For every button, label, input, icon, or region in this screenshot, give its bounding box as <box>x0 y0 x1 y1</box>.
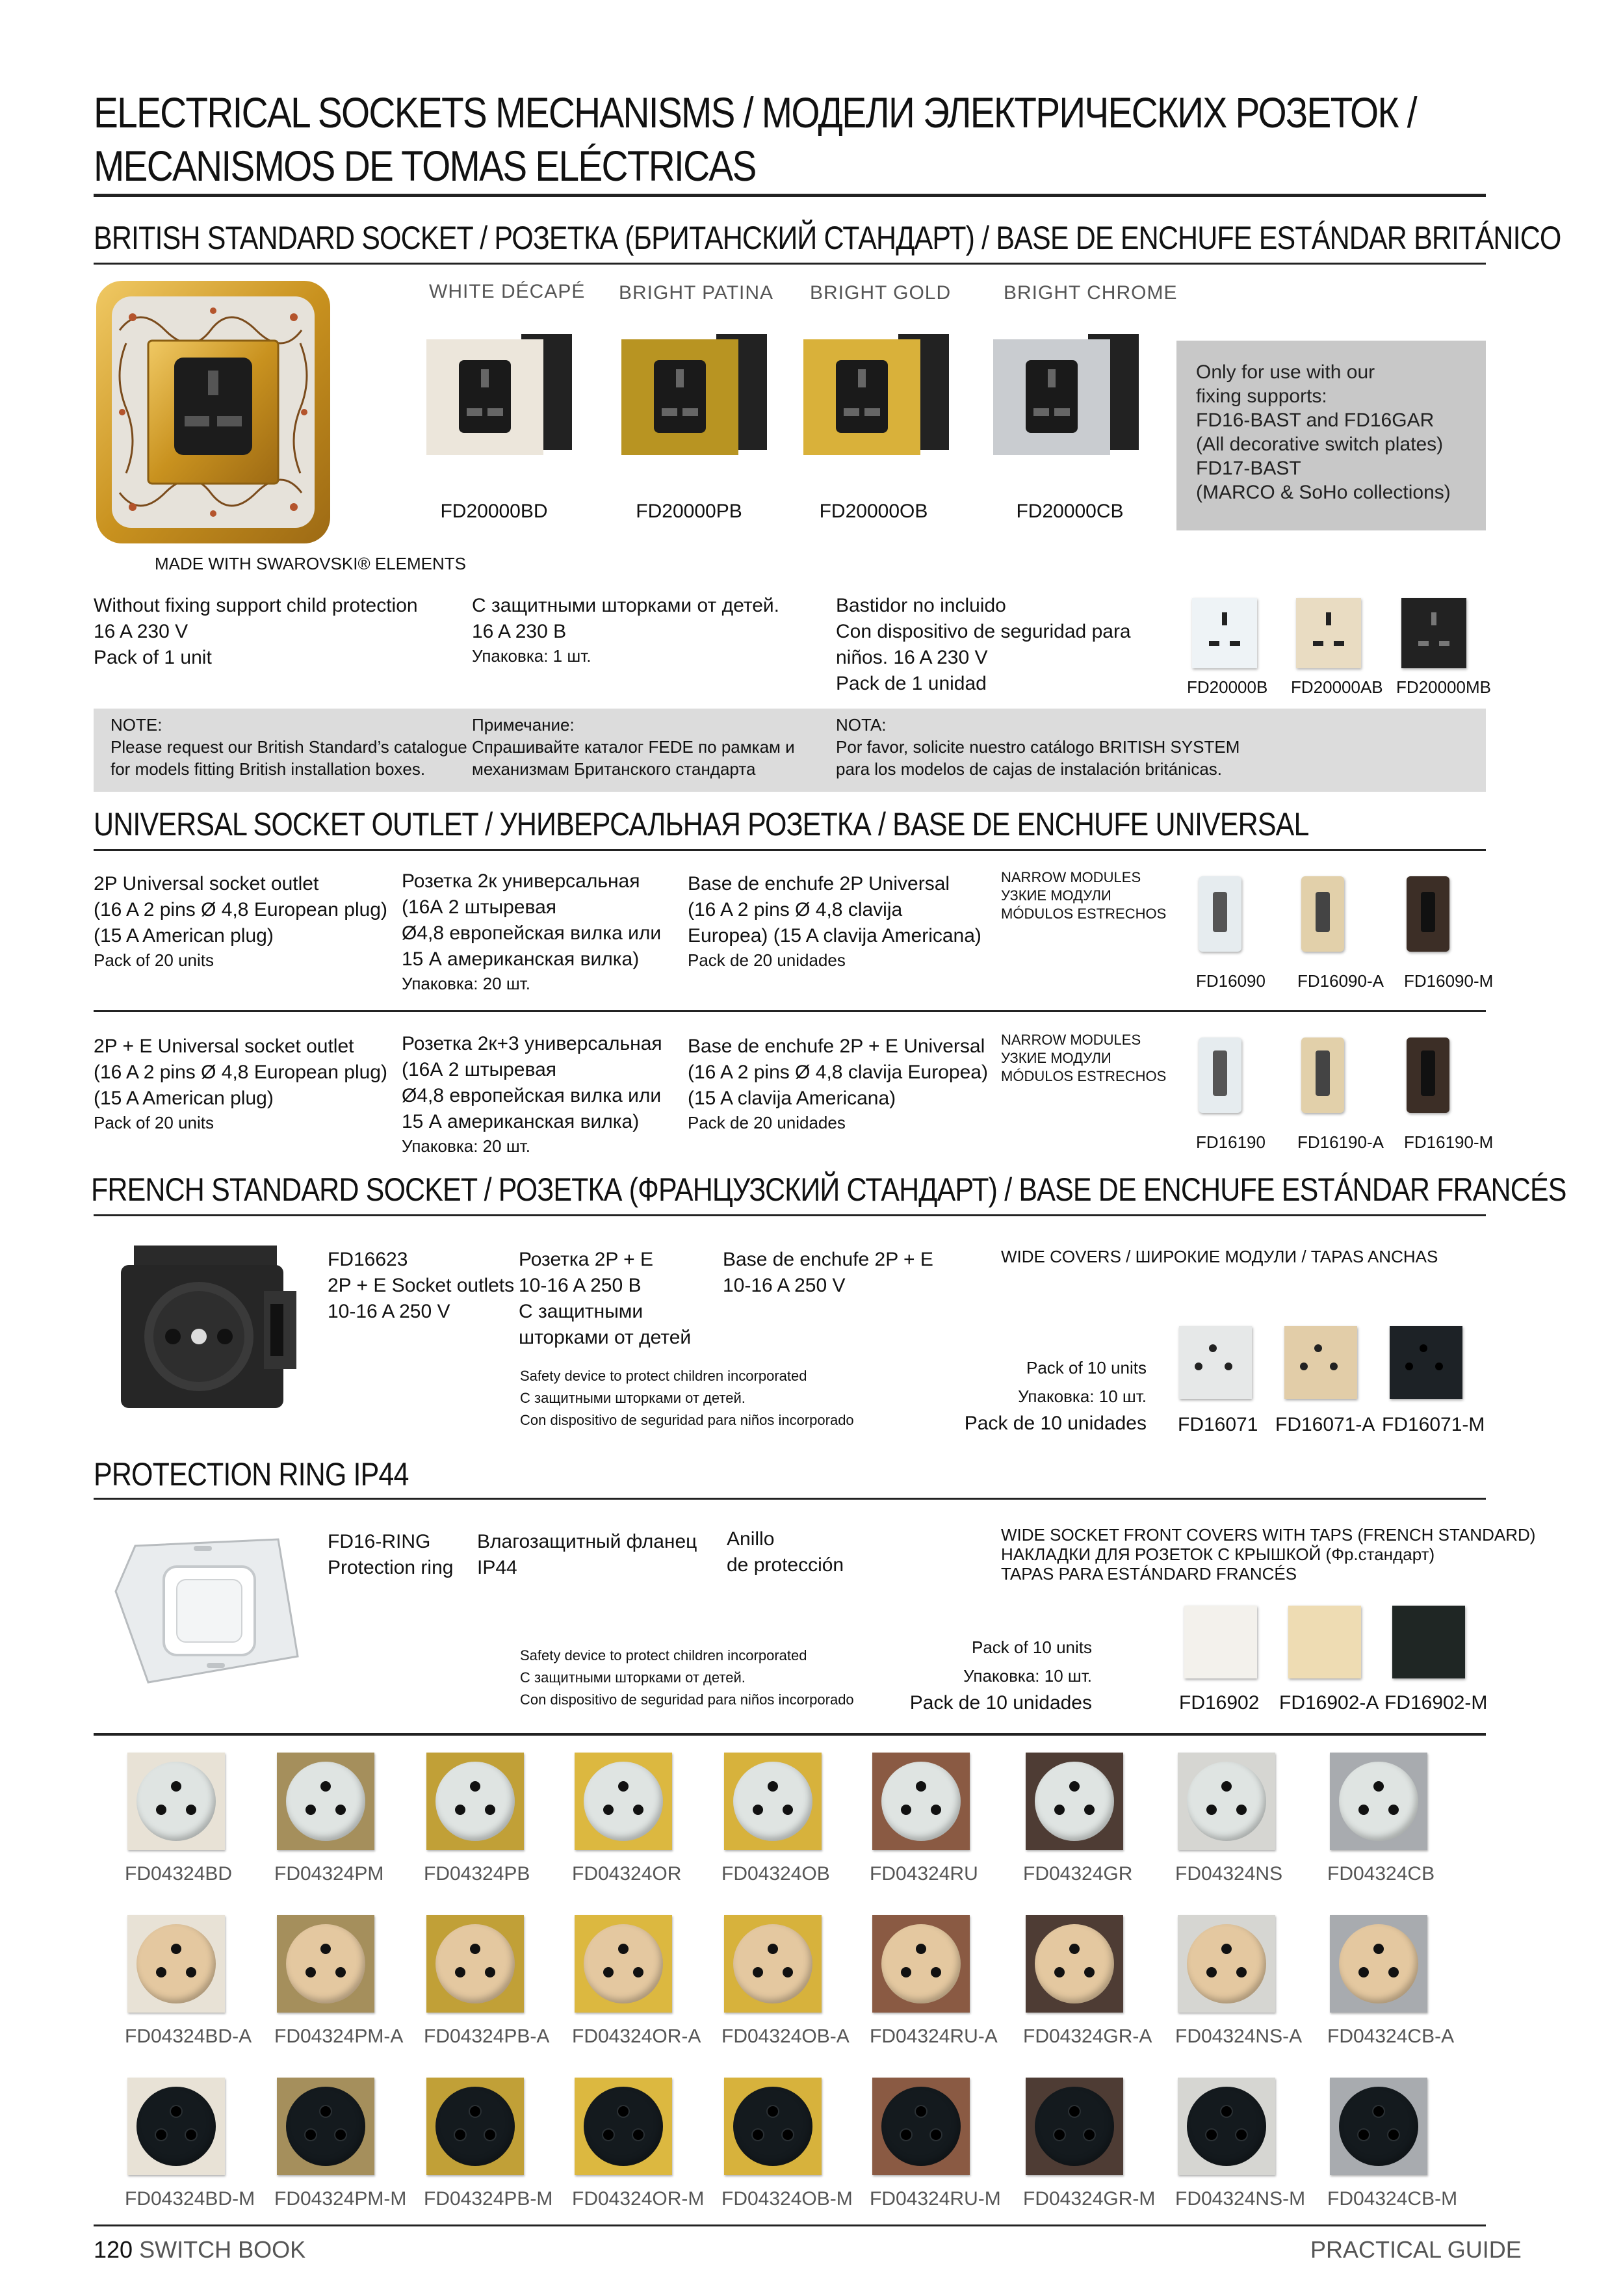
product-code: FD04324OB-M <box>721 2188 853 2210</box>
product-code: FD16902-A <box>1279 1692 1379 1714</box>
socket-disc <box>435 1924 515 2003</box>
front-cover-white <box>1184 1606 1257 1678</box>
ring-desc-en: FD16-RING Protection ring <box>328 1531 454 1578</box>
universal-desc-ru: Розетка 2к+3 универсальная (16А 2 штыревая Ø4,8 европейская вилка или 15 А американская вилка) Упаковка: 20 шт. <box>402 1033 662 1156</box>
product-code: FD20000PB <box>636 501 742 522</box>
product-code: FD20000BD <box>440 501 548 522</box>
divider <box>94 263 1486 265</box>
socket-disc <box>136 1924 216 2003</box>
british-socket-module-image <box>619 330 770 458</box>
product-code: FD16090-M <box>1404 971 1494 991</box>
socket-plate <box>426 1753 524 1850</box>
french-safety-note: Safety device to protect children incorporated С защитными шторками от детей. Con dispositivo de seguridad para niños incorporado <box>520 1368 854 1428</box>
wide-front-covers-label: WIDE SOCKET FRONT COVERS WITH TAPS (FRENCH STANDARD) НАКЛАДКИ ДЛЯ РОЗЕТОК С КРЫШКОЙ (Фр.стандарт) TAPAS PARA ESTÁNDARD FRANCÉS <box>1001 1525 1536 1584</box>
pack-info: Pack of 10 units Упаковка: 10 шт. Pack de 10 unidades <box>909 1637 1092 1714</box>
product-code: FD16902-M <box>1384 1692 1488 1714</box>
product-code: FD04324GR-A <box>1023 2026 1152 2047</box>
socket-disc <box>1187 2087 1266 2166</box>
british-desc-ru: С защитными шторками от детей. 16 A 230 В Упаковка: 1 шт. <box>472 595 779 666</box>
socket-disc <box>733 2087 812 2166</box>
universal-desc-en: 2P + E Universal socket outlet (16 A 2 pins Ø 4,8 European plug) (15 A American plug) Pack of 20 units <box>94 1036 387 1132</box>
socket-disc <box>286 2087 365 2166</box>
universal-desc-en: 2P Universal socket outlet (16 A 2 pins Ø 4,8 European plug) (15 A American plug) Pack of 20 units <box>94 873 387 970</box>
socket-disc <box>286 1924 365 2003</box>
socket-plate <box>426 2078 524 2175</box>
socket-plate <box>872 2078 970 2175</box>
socket-disc <box>881 2087 961 2166</box>
finish-label: BRIGHT GOLD <box>810 282 952 304</box>
narrow-socket-ivory <box>1301 1037 1344 1113</box>
divider <box>94 194 1486 197</box>
finish-label: BRIGHT CHROME <box>1004 282 1178 304</box>
socket-plate <box>1026 1753 1123 1850</box>
french-cover-white <box>1179 1326 1252 1399</box>
universal-desc-es: Base de enchufe 2P Universal (16 A 2 pins Ø 4,8 clavija Europea) (15 A clavija Americana) Pack de 20 unidades <box>688 873 981 970</box>
section-heading-french: FRENCH STANDARD SOCKET / РОЗЕТКА (ФРАНЦУЗСКИЙ СТАНДАРТ) / BASE DE ENCHUFE ESTÁNDAR FRANCÉS <box>91 1171 1566 1208</box>
british-variant-ivory <box>1296 598 1361 668</box>
product-code: FD04324NS-A <box>1175 2026 1303 2047</box>
french-socket-module-image <box>108 1239 303 1418</box>
product-code: FD20000CB <box>1016 501 1124 522</box>
product-code: FD04324PM <box>274 1863 384 1885</box>
socket-disc <box>1187 1762 1266 1841</box>
product-code: FD04324PB-M <box>424 2188 553 2210</box>
ornate-switch-plate-image <box>94 278 333 546</box>
socket-disc <box>881 1762 961 1841</box>
divider <box>94 2224 1486 2226</box>
footer-right: PRACTICAL GUIDE <box>1310 2236 1522 2263</box>
product-code: FD04324OR-A <box>572 2026 701 2047</box>
ring-desc-es: Anillo de protección <box>727 1528 844 1576</box>
narrow-socket-brown <box>1407 876 1449 952</box>
british-socket-module-image <box>801 330 952 458</box>
french-desc-es: Base de enchufe 2P + E 10-16 A 250 V <box>723 1249 933 1296</box>
product-code: FD04324CB <box>1327 1863 1435 1885</box>
socket-disc <box>1035 1924 1114 2003</box>
socket-plate <box>1026 1915 1123 2013</box>
socket-disc <box>584 1762 663 1841</box>
product-code: FD20000OB <box>819 501 928 522</box>
british-variant-black <box>1401 598 1466 668</box>
product-code: FD04324OB-A <box>721 2026 850 2047</box>
product-code: FD04324BD-M <box>125 2188 255 2210</box>
socket-plate <box>277 1753 374 1850</box>
socket-plate <box>1330 1915 1427 2013</box>
pack-info: Pack of 10 units Упаковка: 10 шт. Pack de 10 unidades <box>964 1358 1147 1434</box>
product-code: FD04324CB-A <box>1327 2026 1455 2047</box>
product-code: FD16090-A <box>1297 971 1384 991</box>
narrow-modules-label: NARROW MODULES УЗКИЕ МОДУЛИ MÓDULOS ESTRECHOS <box>1001 869 1167 922</box>
product-code: FD04324RU-M <box>870 2188 1001 2210</box>
socket-plate <box>1330 2078 1427 2175</box>
page-title-line2: MECANISMOS DE TOMAS ELÉCTRICAS <box>94 142 756 190</box>
front-cover-ivory <box>1288 1606 1361 1678</box>
product-code: FD04324PB <box>424 1863 530 1885</box>
french-cover-black <box>1390 1326 1462 1399</box>
socket-plate <box>575 1915 672 2013</box>
narrow-socket-white <box>1199 1037 1241 1113</box>
socket-disc <box>733 1924 812 2003</box>
british-variant-white <box>1192 598 1257 668</box>
narrow-socket-white <box>1199 876 1241 952</box>
socket-plate <box>575 1753 672 1850</box>
ring-desc-ru: Влагозащитный фланец IP44 <box>477 1531 697 1578</box>
product-code: FD20000B <box>1187 677 1268 697</box>
british-desc-es: Bastidor no incluido Con dispositivo de seguridad para niños. 16 A 230 V Pack de 1 unidad <box>836 595 1131 694</box>
product-code: FD04324BD <box>125 1863 233 1885</box>
socket-plate <box>277 2078 374 2175</box>
book-name: SWITCH BOOK <box>139 2236 306 2263</box>
socket-disc <box>1035 2087 1114 2166</box>
french-desc-en: FD16623 2P + E Socket outlets 10-16 A 250 V <box>328 1249 515 1322</box>
product-code: FD04324PM-M <box>274 2188 407 2210</box>
socket-disc <box>435 2087 515 2166</box>
british-socket-module-image <box>991 330 1141 458</box>
product-code: FD04324PM-A <box>274 2026 404 2047</box>
socket-disc <box>1339 2087 1418 2166</box>
product-code: FD04324NS <box>1175 1863 1283 1885</box>
socket-disc <box>584 1924 663 2003</box>
product-code: FD04324RU-A <box>870 2026 998 2047</box>
divider <box>94 1733 1486 1736</box>
socket-plate <box>872 1915 970 2013</box>
product-code: FD16902 <box>1179 1692 1260 1714</box>
socket-plate <box>1026 2078 1123 2175</box>
socket-plate <box>1178 2078 1275 2175</box>
socket-disc <box>136 2087 216 2166</box>
british-desc-en: Without fixing support child protection 16 A 230 V Pack of 1 unit <box>94 595 418 668</box>
product-code: FD04324RU <box>870 1863 978 1885</box>
finish-label: BRIGHT PATINA <box>619 282 774 304</box>
socket-disc <box>1187 1924 1266 2003</box>
universal-desc-ru: Розетка 2к универсальная (16А 2 штыревая Ø4,8 европейская вилка или 15 А американская вилка) Упаковка: 20 шт. <box>402 870 662 993</box>
product-code: FD20000AB <box>1291 677 1383 697</box>
section-heading-universal: UNIVERSAL SOCKET OUTLET / УНИВЕРСАЛЬНАЯ РОЗЕТКА / BASE DE ENCHUFE UNIVERSAL <box>94 806 1309 842</box>
product-code: FD16071-M <box>1382 1414 1485 1435</box>
socket-plate <box>872 1753 970 1850</box>
french-desc-ru: Розетка 2P + E 10-16 A 250 В С защитными шторками от детей <box>519 1249 692 1348</box>
socket-disc <box>1035 1762 1114 1841</box>
product-code: FD16071-A <box>1275 1414 1375 1435</box>
product-code: FD16071 <box>1178 1414 1258 1435</box>
front-cover-black <box>1392 1606 1465 1678</box>
socket-disc <box>136 1762 216 1841</box>
socket-disc <box>584 2087 663 2166</box>
socket-plate <box>724 2078 822 2175</box>
socket-plate <box>724 1915 822 2013</box>
socket-disc <box>286 1762 365 1841</box>
ring-safety-note: Safety device to protect children incorporated С защитными шторками от детей. Con dispositivo de seguridad para niños incorporado <box>520 1647 854 1708</box>
socket-disc <box>733 1762 812 1841</box>
footer-left <box>94 2236 305 2263</box>
divider <box>94 1498 1486 1500</box>
socket-disc <box>881 1924 961 2003</box>
socket-plate <box>426 1915 524 2013</box>
product-code: FD04324NS-M <box>1175 2188 1306 2210</box>
wide-covers-label: WIDE COVERS / ШИРОКИЕ МОДУЛИ / TAPAS ANCHAS <box>1001 1247 1438 1266</box>
page-title-line1: ELECTRICAL SOCKETS MECHANISMS / МОДЕЛИ ЭЛЕКТРИЧЕСКИХ РОЗЕТОК / <box>94 88 1416 137</box>
page-number: 120 <box>94 2236 133 2263</box>
narrow-socket-brown <box>1407 1037 1449 1113</box>
protection-ring-image <box>109 1526 304 1695</box>
french-cover-ivory <box>1284 1326 1357 1399</box>
product-code: FD16190-A <box>1297 1132 1384 1152</box>
socket-plate <box>127 2078 225 2175</box>
product-code: FD16190-M <box>1404 1132 1494 1152</box>
divider <box>94 1214 1486 1216</box>
product-code: FD04324BD-A <box>125 2026 252 2047</box>
note-box: NOTE: Please request our British Standard’s catalogue for models fitting British installation boxes. Примечание: Спрашивайте каталог FEDE по рамкам и механизмам Британского стандарта NOTA: Por favor, solicite nuestro catálogo BRITISH SYSTEM para los modelos de cajas de instalación británicas. <box>94 709 1486 792</box>
fixing-support-info-box: Only for use with our fixing supports: FD16-BAST and FD16GAR (All decorative switch plates) FD17-BAST (MARCO & SoHo collections) <box>1176 341 1486 530</box>
socket-plate <box>1178 1915 1275 2013</box>
narrow-modules-label: NARROW MODULES УЗКИЕ МОДУЛИ MÓDULOS ESTRECHOS <box>1001 1032 1167 1084</box>
product-code: FD04324PB-A <box>424 2026 550 2047</box>
finish-label: WHITE DÉCAPÉ <box>429 281 586 302</box>
product-code: FD04324CB-M <box>1327 2188 1458 2210</box>
narrow-socket-ivory <box>1301 876 1344 952</box>
british-socket-module-image <box>424 330 575 458</box>
socket-plate <box>127 1915 225 2013</box>
divider <box>94 849 1486 851</box>
swarovski-caption: MADE WITH SWAROVSKI® ELEMENTS <box>155 554 467 573</box>
socket-disc <box>435 1762 515 1841</box>
socket-disc <box>1339 1762 1418 1841</box>
socket-disc <box>1339 1924 1418 2003</box>
section-heading-british: BRITISH STANDARD SOCKET / РОЗЕТКА (БРИТАНСКИЙ СТАНДАРТ) / BASE DE ENCHUFE ESTÁNDAR BRITÁNICO <box>94 220 1561 256</box>
product-code: FD04324GR-M <box>1023 2188 1156 2210</box>
product-code: FD04324OR-M <box>572 2188 705 2210</box>
socket-plate <box>1178 1753 1275 1850</box>
product-code: FD04324GR <box>1023 1863 1133 1885</box>
divider <box>94 1010 1486 1012</box>
socket-plate <box>1330 1753 1427 1850</box>
product-code: FD16090 <box>1196 971 1266 991</box>
universal-desc-es: Base de enchufe 2P + E Universal (16 A 2 pins Ø 4,8 clavija Europea) (15 A clavija Americana) Pack de 20 unidades <box>688 1036 988 1132</box>
socket-plate <box>724 1753 822 1850</box>
product-code: FD20000MB <box>1396 677 1491 697</box>
product-code: FD04324OB <box>721 1863 830 1885</box>
product-code: FD04324OR <box>572 1863 682 1885</box>
socket-plate <box>575 2078 672 2175</box>
socket-plate <box>277 1915 374 2013</box>
product-code: FD16190 <box>1196 1132 1266 1152</box>
section-heading-protection-ring: PROTECTION RING IP44 <box>94 1456 409 1493</box>
socket-plate <box>127 1753 225 1850</box>
